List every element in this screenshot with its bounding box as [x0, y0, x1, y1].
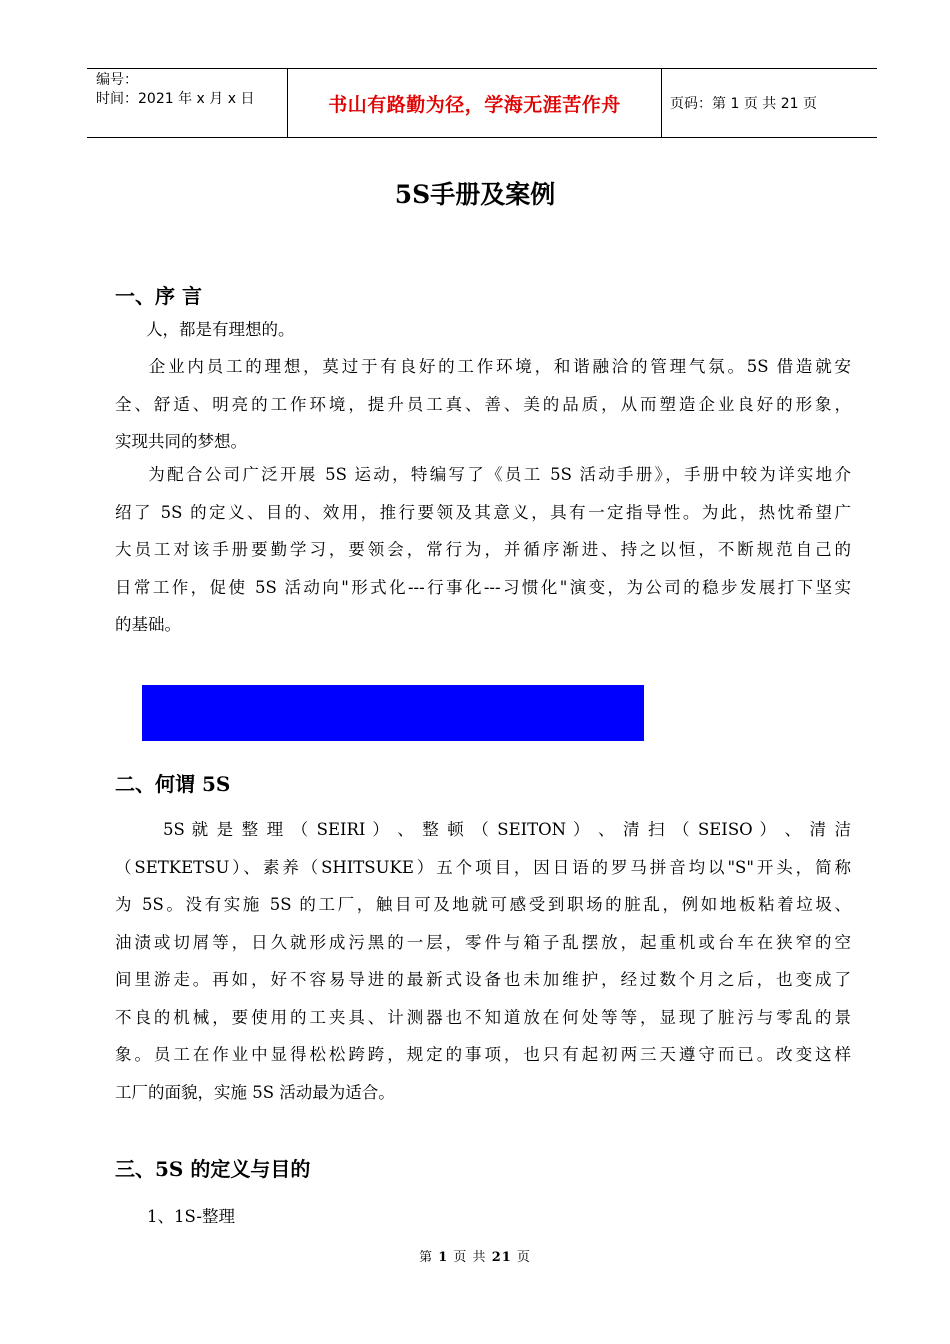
- header-page-cell: [662, 69, 877, 137]
- section1-p1-text: 人，都是有理想的。: [146, 320, 295, 339]
- time-label: 时间：2021 年 x 月 x 日: [96, 91, 255, 107]
- section2-line-2: （SETKETSU）、素养（SHITSUKE）五个项目，因日语的罗马拼音均以"S"开头，简称: [115, 857, 851, 877]
- section2-line-8: 工厂的面貌，实施 5S 活动最为适合。: [115, 1082, 395, 1102]
- blue-banner-block: [142, 685, 644, 741]
- section2-line-7: 象。员工在作业中显得松松跨跨，规定的事项，也只有起初两三天遵守而已。改变这样: [115, 1045, 851, 1064]
- section2-heading: 二、何谓 5S: [115, 772, 231, 796]
- footer-total-pages: 21: [491, 1250, 512, 1265]
- section3-heading: 三、5S 的定义与目的: [115, 1157, 311, 1181]
- section1-p3-line-4: 日常工作，促使 5S 活动向"形式化---行事化---习惯化"演变，为公司的稳步发展打下坚实: [115, 577, 851, 597]
- page-header: [87, 68, 877, 138]
- section3-subheading: 1、1S-整理: [147, 1207, 235, 1226]
- header-page-info: 页码：第 1 页 共 21 页: [670, 96, 817, 112]
- number-label: 编号：: [96, 72, 138, 88]
- header-motto: 书山有路勤为径，学海无涯苦作舟: [328, 94, 621, 116]
- header-motto-cell: [288, 69, 662, 137]
- section2-line-1: 5S 就 是 整 理 （ SEIRI ） 、 整 顿 （ SEITON ） 、 清 扫 （ SEISO ） 、 清 洁: [163, 820, 851, 839]
- section1-p2-line-1: 企业内员工的理想，莫过于有良好的工作环境，和谐融洽的管理气氛。5S 借造就安: [146, 357, 851, 376]
- section2-line-5: 间里游走。再如，好不容易导进的最新式设备也未加维护，经过数个月之后，也变成了: [115, 970, 851, 989]
- section1-paragraph-2: [115, 348, 851, 461]
- section1-p3-line-2: 绍了 5S 的定义、目的、效用，推行要领及其意义，具有一定指导性。为此，热忱希望广: [115, 502, 851, 522]
- section1-heading: 一、序 言: [115, 284, 202, 308]
- section2-paragraph: [115, 811, 851, 1111]
- section1-paragraph-1: [115, 311, 851, 349]
- section1-p2-line-2: 全、舒适、明亮的工作环境，提升员工真、善、美的品质，从而塑造企业良好的形象，: [115, 394, 851, 414]
- document-title: 5S手册及案例: [394, 180, 556, 209]
- header-meta-cell: [87, 69, 288, 137]
- section1-paragraph-3: [115, 456, 851, 644]
- section1-p2-line: [115, 348, 851, 386]
- section2-line-4: 油渍或切屑等，日久就形成污黑的一层，零件与箱子乱摆放，起重机或台车在狭窄的空: [115, 932, 851, 952]
- footer-page-number: 1: [438, 1250, 449, 1265]
- section1-p3-line: [115, 456, 851, 494]
- footer-prefix: 第: [419, 1250, 434, 1265]
- section1-p3-line-5: 的基础。: [115, 615, 181, 634]
- page-footer: [0, 1246, 950, 1265]
- section1-p3-line-3: 大员工对该手册要勤学习，要领会，常行为，并循序渐进、持之以恒，不断规范自己的: [115, 540, 851, 559]
- footer-middle: 页 共: [453, 1250, 487, 1265]
- section1-p3-line-1: 为配合公司广泛开展 5S 运动，特编写了《员工 5S 活动手册》，手册中较为详实地介: [146, 465, 851, 484]
- section1-p2-line-3: 实现共同的梦想。: [115, 432, 247, 451]
- footer-suffix: 页: [516, 1250, 531, 1265]
- section2-line-6: 不良的机械，要使用的工夹具、计测器也不知道放在何处等等，显现了脏污与零乱的景: [115, 1007, 851, 1027]
- section2-line-3: 为 5S。没有实施 5S 的工厂，触目可及地就可感受到职场的脏乱，例如地板粘着垃圾、: [115, 895, 851, 914]
